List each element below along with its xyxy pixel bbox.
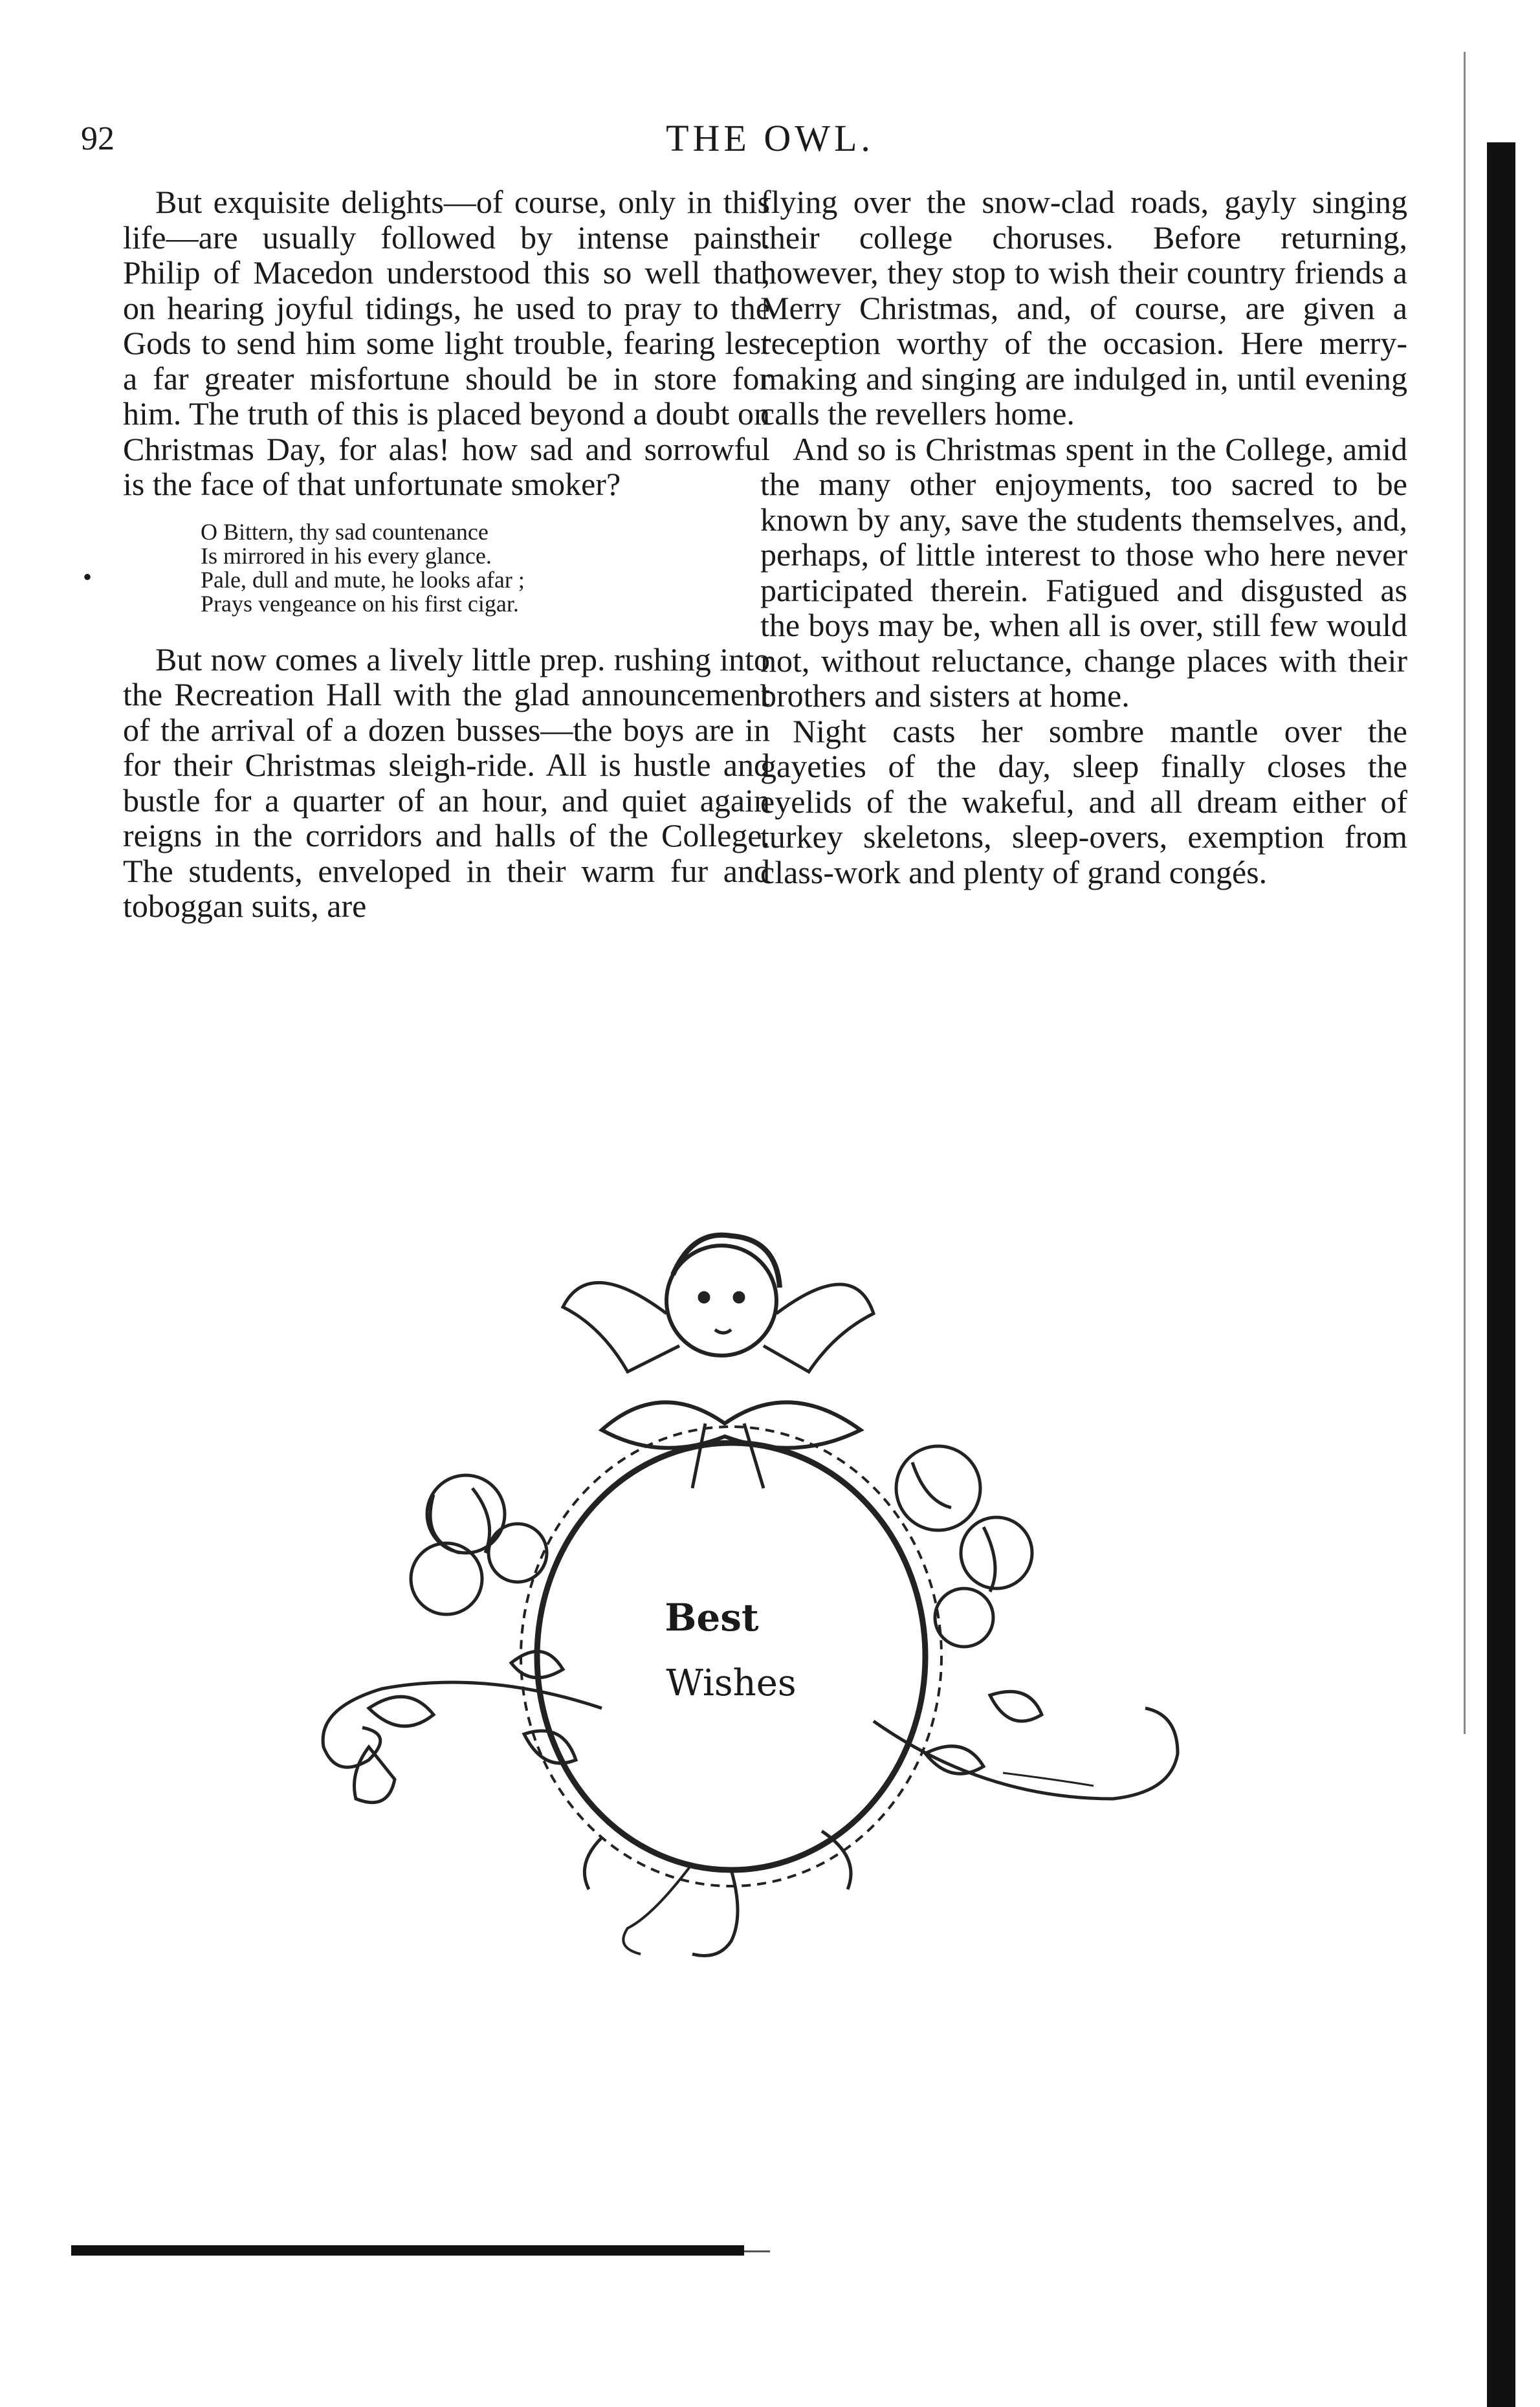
verse-line: Pale, dull and mute, he looks afar ;	[201, 566, 525, 593]
wreath-text-wishes: Wishes	[666, 1662, 797, 1704]
verse-stanza	[201, 520, 770, 616]
bottom-rule	[71, 2245, 744, 2256]
left-paragraph-1: But exquisite delights—of course, only in this life—are usually followed by intense pains. Philip of Macedon understood this so well that, on hearing joyful tidings, he used to pray to the Gods to send him some light trouble, fearing lest a far greater misfortune should be in store for him. The truth of this is placed beyond a doubt on Christmas Day, for alas! how sad and sorrowful is the face of that unfortunate smoker?	[123, 184, 770, 502]
right-paragraph-2: And so is Christmas spent in the College, amid the many other enjoyments, too sacred to be known by any, save the students themselves, and, perhaps, of little interest to those who here never participated therein. Fatigued and disgusted as the boys may be, when all is over, still few would not, without reluctance, change places with their brothers and sisters at home.	[760, 430, 1407, 714]
page-edge-thin-line	[1464, 52, 1466, 1734]
right-paragraph-3: Night casts her sombre mantle over the gayeties of the day, sleep finally closes the eyelids of the wakeful, and all dream either of turkey skeletons, sleep-overs, exemption from class-work and plenty of grand congés.	[760, 712, 1407, 890]
margin-dot: •	[83, 562, 93, 591]
right-column	[760, 184, 1407, 890]
verse-line: Prays vengeance on his first cigar.	[201, 590, 519, 617]
right-paragraph-1: flying over the snow-clad roads, gayly singing their college choruses. Before returning, however, they stop to wish their country friends a Merry Christmas, and, of course, are given a reception worthy of the occasion. Here merry-making and singing are indulged in, until evening calls the revellers home.	[760, 184, 1407, 432]
page-edge-shadow-bar	[1487, 142, 1515, 2407]
left-paragraph-2: But now comes a lively little prep. rushing into the Recreation Hall with the glad announcement of the arrival of a dozen busses—the boys are in for their Christmas sleigh-ride. All is hustle and bustle for a quarter of an hour, and quiet again reigns in the corridors and halls of the College. The students, enveloped in their warm fur and toboggan suits, are	[123, 641, 770, 924]
cherub-wreath-illustration	[239, 1216, 1262, 2019]
running-title: THE OWL.	[666, 117, 874, 159]
verse-line: O Bittern, thy sad countenance	[201, 518, 489, 545]
verse-line: Is mirrored in his every glance.	[201, 542, 492, 569]
bottom-rule-tail	[744, 2250, 770, 2252]
page-number: 92	[81, 120, 115, 157]
left-column	[123, 184, 770, 924]
wreath-text-best: Best	[665, 1596, 759, 1640]
